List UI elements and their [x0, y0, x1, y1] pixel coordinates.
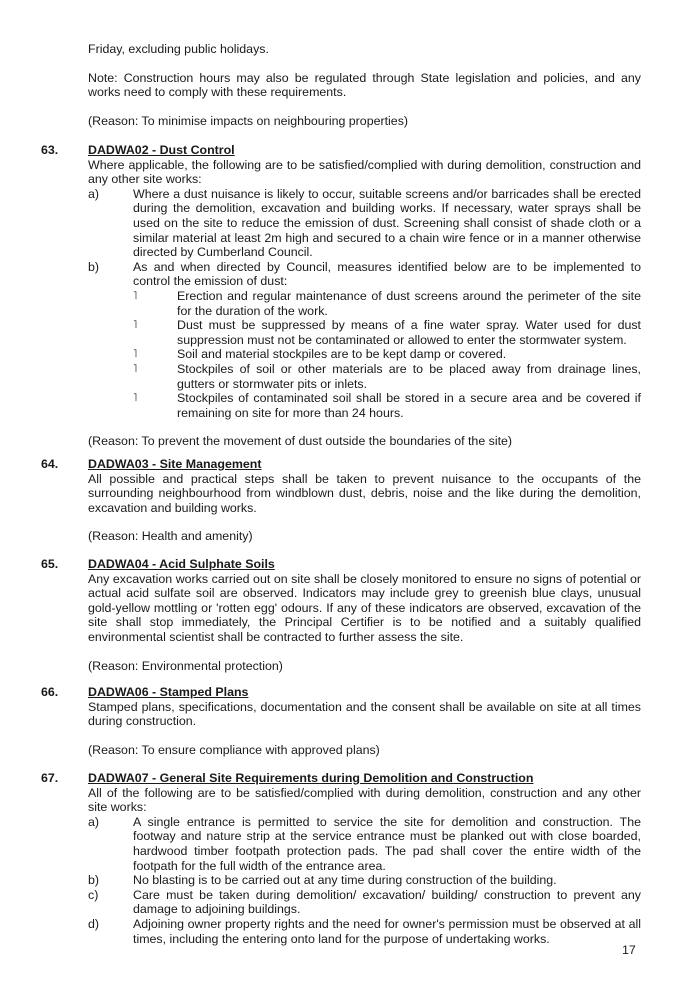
condition-body: Stamped plans, specifications, documentation and the consent shall be available on site at all times during construction.	[88, 699, 641, 729]
condition-number: 63.	[41, 143, 59, 157]
list-item	[88, 888, 641, 917]
list-item	[88, 917, 641, 946]
previous-condition-continuation	[88, 42, 641, 128]
item-label: c)	[88, 887, 99, 902]
bullet-icon: ˥	[133, 319, 138, 332]
list-item	[88, 815, 641, 873]
bullet-item	[133, 347, 641, 362]
condition-body: Any excavation works carried out on site shall be closely monitored to ensure no signs of potential or actual acid sulfate soil are observed. Indicators may include grey to greenish blue clays, unusual gold-yellow mottling or 'rotten egg' odours. If any of these indicators are observed, excavation of the site shall stop immediately, the Principal Certifier is to be notified and a suitably qualified environmental scientist shall be contracted to further assess the site.	[88, 571, 641, 644]
condition-intro: Where applicable, the following are to be satisfied/complied with during demolition, construction and any other site works:	[88, 157, 641, 187]
condition-title: DADWA03 - Site Management	[88, 457, 262, 471]
condition-number: 67.	[41, 771, 59, 785]
bullet-text: Stockpiles of soil or other materials are to be placed away from drainage lines, gutters or stormwater pits or inlets.	[177, 361, 641, 391]
condition-title: DADWA07 - General Site Requirements during Demolition and Construction	[88, 771, 534, 785]
condition-intro: All of the following are to be satisfied/complied with during demolition, construction and any other site works:	[88, 785, 641, 815]
item-text: No blasting is to be carried out at any time during construction of the building.	[133, 873, 557, 888]
item-label: a)	[88, 186, 100, 201]
reason-text: (Reason: Health and amenity)	[88, 529, 253, 544]
item-label: d)	[88, 916, 100, 931]
item-text: Where a dust nuisance is likely to occur, suitable screens and/or barricades shall be erected during the demolition, excavation and building works. If necessary, water sprays shall be used on the site to reduce the emission of dust. Screening shall consist of shade cloth or a similar material at least 2m high and secured to a chain wire fence or in a manner otherwise directed by Cumberland Council.	[133, 186, 641, 260]
condition-66	[88, 685, 641, 757]
item-text: Adjoining owner property rights and the need for owner's permission must be observed at all times, including the entering onto land for the purpose of undertaking works.	[133, 916, 641, 946]
condition-title: DADWA04 - Acid Sulphate Soils	[88, 557, 275, 571]
reason-text: (Reason: To ensure compliance with approved plans)	[88, 742, 380, 757]
bullet-icon: ˥	[133, 392, 138, 405]
condition-number: 64.	[41, 457, 59, 471]
bullet-text: Erection and regular maintenance of dust screens around the perimeter of the site for the duration of the work.	[177, 288, 641, 318]
condition-number: 66.	[41, 685, 59, 699]
item-label: a)	[88, 814, 100, 829]
bullet-icon: ˥	[133, 348, 138, 361]
bullet-item	[133, 289, 641, 318]
condition-63	[88, 143, 641, 449]
condition-64	[88, 457, 641, 544]
bullet-text: Soil and material stockpiles are to be kept damp or covered.	[177, 347, 507, 362]
condition-number: 65.	[41, 557, 59, 571]
item-text: Care must be taken during demolition/ excavation/ building/ construction to prevent any damage to adjoining buildings.	[133, 887, 641, 917]
item-label: b)	[88, 873, 100, 888]
condition-67	[88, 771, 641, 946]
condition-title: DADWA02 - Dust Control	[88, 143, 235, 157]
reason-text: (Reason: To minimise impacts on neighbouring properties)	[88, 113, 409, 128]
condition-body: All possible and practical steps shall be taken to prevent nuisance to the occupants of the surrounding neighbourhood from windblown dust, debris, noise and the like during the demolition, excavation and building works.	[88, 471, 641, 515]
continuation-text: Friday, excluding public holidays.	[88, 42, 269, 56]
condition-65	[88, 557, 641, 673]
bullet-item	[133, 362, 641, 391]
bullet-item	[133, 391, 641, 420]
reason-text: (Reason: To prevent the movement of dust outside the boundaries of the site)	[88, 434, 513, 449]
bullet-icon: ˥	[133, 362, 138, 375]
list-item	[88, 873, 641, 888]
bullet-text: Stockpiles of contaminated soil shall be stored in a secure area and be covered if remaining on site for more than 24 hours.	[177, 391, 641, 420]
list-item	[88, 187, 641, 260]
bullet-item	[133, 318, 641, 347]
note-text: Note: Construction hours may also be regulated through State legislation and policies, and any works need to comply with these requirements.	[88, 70, 641, 100]
bullet-text: Dust must be suppressed by means of a fine water spray. Water used for dust suppression must not be contaminated or allowed to enter the stormwater system.	[177, 318, 641, 347]
reason-text: (Reason: Environmental protection)	[88, 658, 283, 673]
list-item	[88, 260, 641, 289]
item-text: A single entrance is permitted to service the site for demolition and construction. The footway and nature strip at the service entrance must be planked out with close boarded, hardwood timber footpath protection pads. The pad shall cover the entire width of the footpath for the full width of the entrance area.	[133, 814, 641, 873]
page-number: 17	[622, 943, 636, 957]
condition-title: DADWA06 - Stamped Plans	[88, 685, 249, 699]
bullet-icon: ˥	[133, 289, 138, 302]
item-text: As and when directed by Council, measures identified below are to be implemented to control the emission of dust:	[133, 259, 641, 289]
item-label: b)	[88, 259, 100, 274]
